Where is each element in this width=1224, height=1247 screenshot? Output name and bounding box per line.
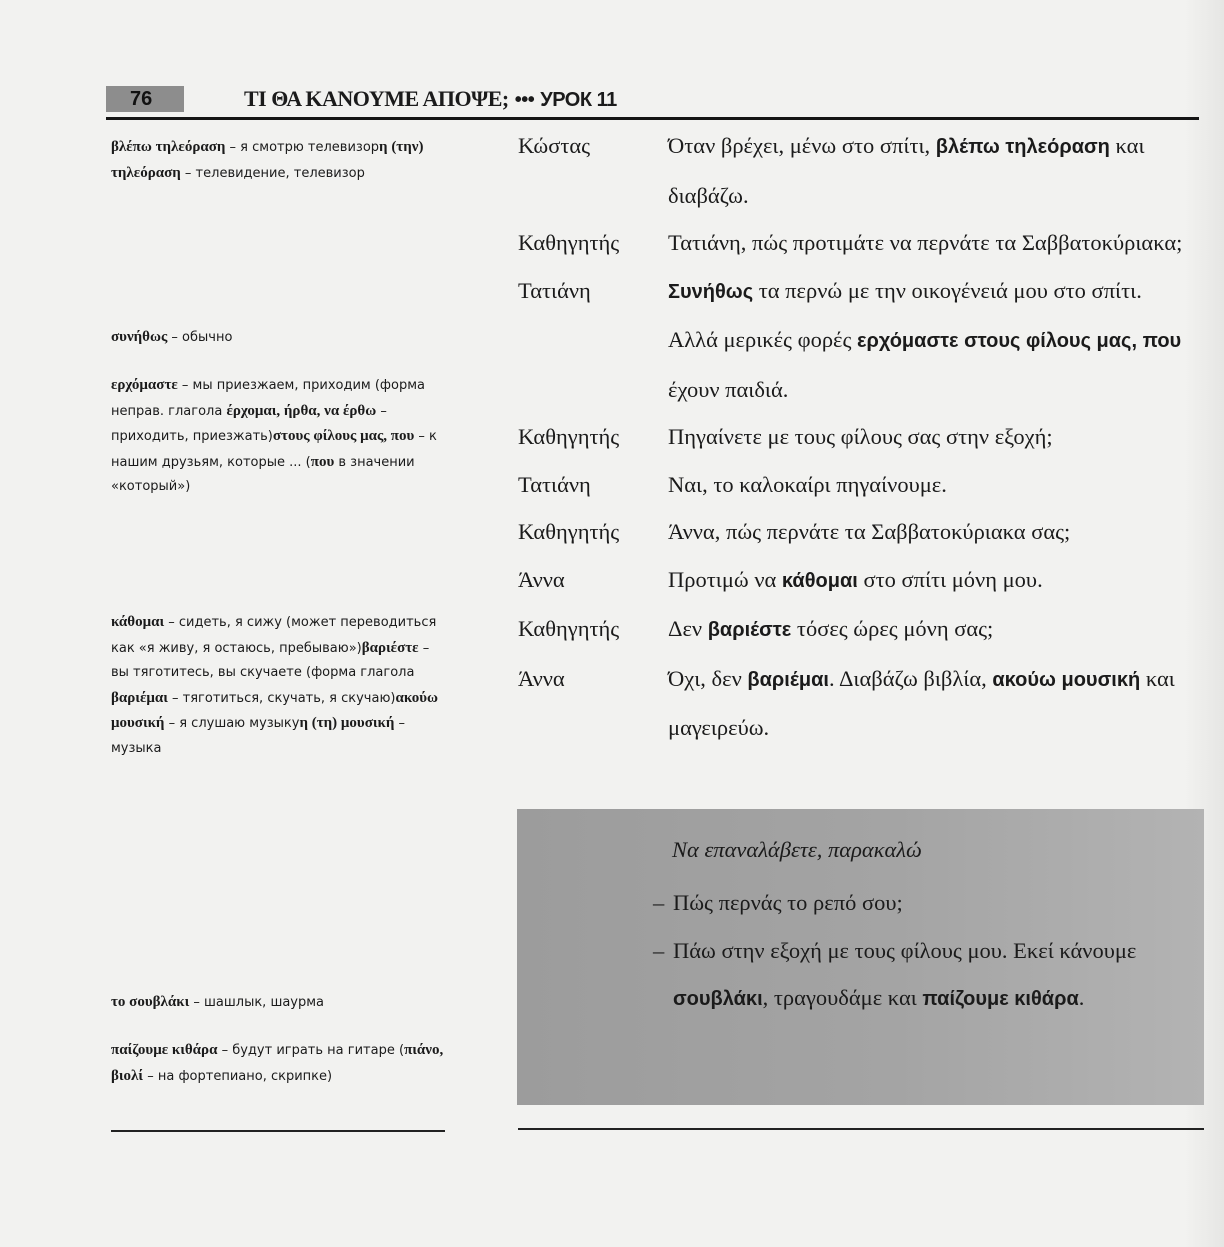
- dialogue-row: [518, 267, 1208, 414]
- dialogue-row: [518, 122, 1208, 219]
- speaker-name: Άννα: [518, 665, 565, 691]
- speech-text: Τατιάνη, πώς προτιμάτε να περνάτε τα Σαββατοκύριακα;: [668, 230, 1183, 255]
- bottom-rule-right: [518, 1128, 1204, 1130]
- glossary-block: [111, 135, 451, 186]
- speaker-line: [668, 413, 1188, 461]
- glossary-block: [111, 610, 451, 761]
- glossary-definition: – обычно: [167, 330, 233, 345]
- vocab-word: κάθομαι: [781, 569, 858, 592]
- speaker-line: [668, 461, 1188, 509]
- dialogue: [518, 122, 1208, 752]
- speaker-name: Κώστας: [518, 133, 591, 158]
- glossary-definition: – мы приезжаем, приходим (форма неправ. глагола: [111, 378, 426, 419]
- glossary-term: βλέπω τηλεόραση: [111, 139, 226, 155]
- glossary-term: κάθομαι: [111, 614, 165, 630]
- speaker-line: [668, 605, 1188, 655]
- dialogue-row: [518, 556, 1208, 606]
- header-rule: [106, 117, 1199, 120]
- glossary-term: βαριέμαι: [111, 689, 168, 706]
- glossary-definition: – к нашим друзьям, которые ... (: [111, 429, 437, 470]
- vocab-word: βαριέμαι: [747, 668, 829, 691]
- dialogue-row: [518, 655, 1208, 752]
- glossary-term: βαριέστε: [361, 639, 419, 656]
- speech-text: και διαβάζω.: [668, 133, 1145, 208]
- dialogue-row: [518, 508, 1208, 556]
- speech-text: Δεν: [668, 616, 708, 641]
- dialogue-row: [518, 461, 1208, 509]
- glossary-term: ερχόμαστε: [111, 377, 178, 393]
- vocab-word: παίζουμε κιθάρα: [922, 988, 1079, 1010]
- header-title: ΤΙ ΘΑ ΚΑΝΟΥΜΕ ΑΠΟΨΕ;: [244, 86, 509, 111]
- speaker-line: [668, 267, 1188, 414]
- speaker-line: [668, 219, 1188, 267]
- vocab-word: βαριέστε: [707, 619, 792, 641]
- glossary-term: συνήθως: [111, 329, 168, 345]
- speech-text: έχουν παιδιά.: [668, 376, 789, 402]
- dash-marker: –: [653, 937, 665, 963]
- speech-text: .: [1078, 985, 1085, 1010]
- speech-text: Ναι, το καλοκαίρι πηγαίνουμε.: [668, 471, 947, 497]
- speech-text: Άννα, πώς περνάτε τα Σαββατοκύριακα σας;: [668, 519, 1071, 544]
- vocab-word: βλέπω τηλεόραση: [935, 136, 1110, 158]
- glossary-term: έρχομαι, ήρθα, να έρθω: [226, 402, 377, 419]
- glossary-definition: – тяготиться, скучать, я скучаю): [167, 690, 396, 706]
- speaker-line: [668, 508, 1188, 556]
- glossary-term: που: [310, 453, 335, 470]
- running-header: [244, 86, 617, 112]
- speech-text: Πάω στην εξοχή με τους φίλους μου. Εκεί κάνουμε: [673, 937, 1137, 963]
- speech-text: Όχι, δεν: [668, 665, 748, 691]
- speech-text: και μαγειρεύω.: [668, 665, 1175, 740]
- glossary-definition: – сидеть, я сижу (может переводиться как «я живу, я остаюсь, пребываю»): [111, 615, 437, 656]
- speech-text: , τραγουδάμε και: [762, 985, 923, 1010]
- dialogue-row: [518, 219, 1208, 267]
- practice-lines: [653, 879, 1193, 1024]
- glossary-term: η (την) τηλεόραση: [111, 139, 424, 181]
- speaker-line: [668, 655, 1188, 752]
- vocab-word: Συνήθως: [668, 280, 754, 303]
- glossary-term: η (τη) μουσική: [299, 715, 395, 731]
- speaker-line: [668, 122, 1188, 219]
- speech-text: τόσες ώρες μόνη σας;: [791, 616, 994, 641]
- practice-box: [517, 809, 1204, 1105]
- glossary-block: [111, 990, 451, 1016]
- speaker-name: Καθηγητής: [518, 519, 620, 544]
- dialogue-row: [518, 605, 1208, 655]
- speaker-name: Άννα: [518, 566, 565, 592]
- glossary-term: στους φίλους μας, που: [272, 428, 415, 444]
- speech-text: στο σπίτι μόνη μου.: [857, 566, 1043, 592]
- practice-line: [653, 927, 1193, 1024]
- speaker-name: Τατιάνη: [518, 277, 591, 303]
- glossary-definition: – музыка: [111, 716, 406, 756]
- dash-marker: –: [653, 890, 665, 915]
- glossary-block: [111, 325, 451, 351]
- vocab-word: ερχόμαστε στους φίλους μας, που: [857, 330, 1182, 352]
- glossary-block: [111, 373, 451, 500]
- glossary-definition: – я слушаю музыку: [164, 716, 300, 731]
- glossary-definition: – приходить, приезжать): [111, 403, 387, 444]
- speaker-name: Καθηγητής: [518, 230, 620, 255]
- speech-text: Όταν βρέχει, μένω στο σπίτι,: [668, 133, 936, 158]
- glossary-definition: – шашлык, шаурма: [189, 995, 325, 1010]
- glossary-definition: – на фортепиано, скрипке): [143, 1068, 333, 1084]
- speaker-name: Καθηγητής: [518, 424, 620, 449]
- speech-text: Πηγαίνετε με τους φίλους σας στην εξοχή;: [668, 424, 1053, 449]
- speaker-name: Τατιάνη: [518, 471, 591, 497]
- header-lesson: УРОК 11: [540, 89, 617, 111]
- glossary-block: [111, 1038, 451, 1089]
- speech-text: Πώς περνάς το ρεπό σου;: [673, 890, 903, 915]
- vocab-word: σουβλάκι: [673, 988, 763, 1010]
- dialogue-row: [518, 413, 1208, 461]
- glossary-term: πιάνο, βιολί: [111, 1042, 444, 1084]
- speaker-name: Καθηγητής: [518, 616, 620, 641]
- glossary-definition: – телевидение, телевизор: [180, 165, 365, 181]
- glossary-term: παίζουμε κιθάρα: [111, 1042, 218, 1058]
- speaker-line: [668, 556, 1188, 606]
- practice-line: [653, 879, 1193, 927]
- glossary-definition: – вы тяготитесь, вы скучаете (форма глагола: [111, 640, 430, 680]
- bottom-rule-left: [111, 1130, 445, 1132]
- vocab-word: ακούω μουσική: [992, 668, 1141, 691]
- glossary-definition: – будут играть на гитаре (: [217, 1043, 405, 1058]
- glossary-term: ακούω μουσική: [111, 689, 438, 731]
- page-number: 76: [106, 86, 184, 112]
- practice-title: Να επαναλάβετε, παρακαλώ: [672, 837, 922, 862]
- header-separator: •••: [514, 89, 535, 111]
- glossary-definition: – я смотрю телевизор: [225, 140, 380, 155]
- speech-text: . Διαβάζω βιβλία,: [828, 665, 993, 691]
- speech-text: Προτιμώ να: [668, 566, 782, 592]
- glossary-definition: в значении «который»): [111, 454, 415, 494]
- speech-text: τα περνώ με την οικογένειά μου στο σπίτι. Αλλά μερικές φορές: [668, 277, 1142, 352]
- glossary-term: το σουβλάκι: [111, 994, 190, 1010]
